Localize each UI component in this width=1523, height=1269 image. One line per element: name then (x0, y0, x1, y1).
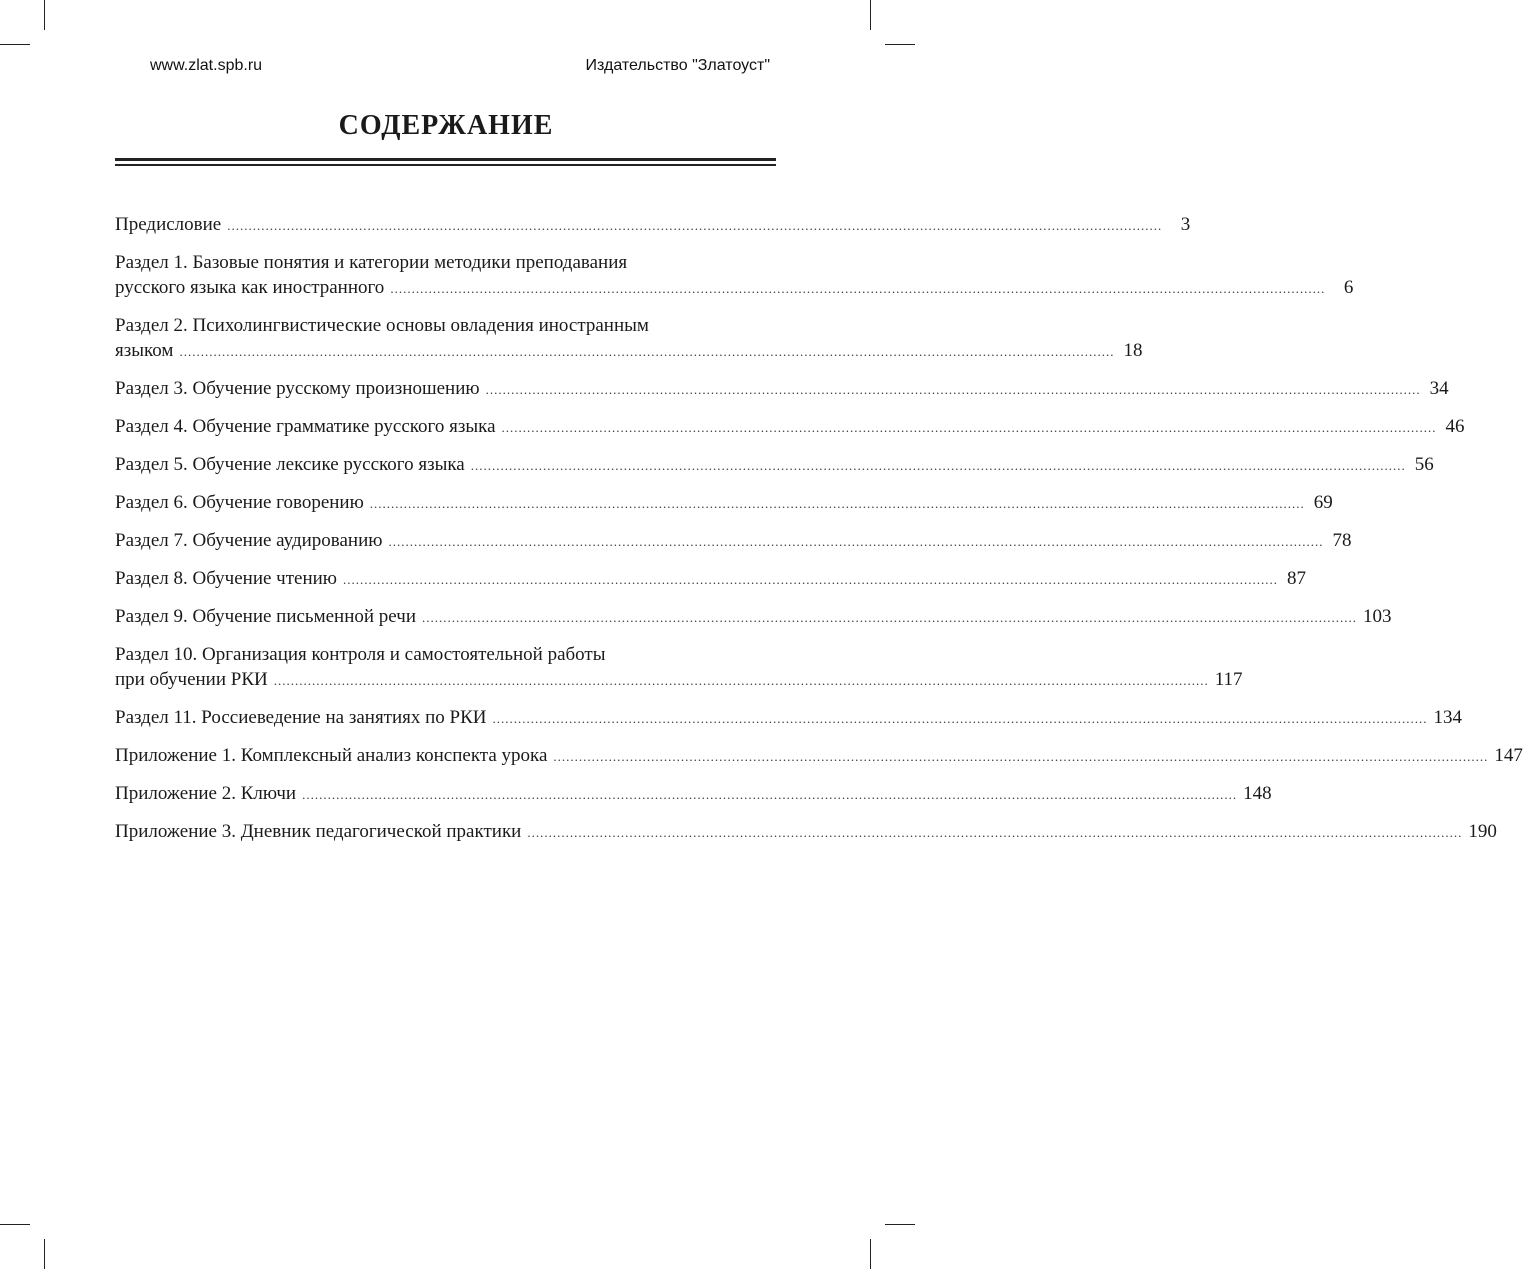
toc-entry-row (115, 743, 1523, 769)
toc-entry (115, 212, 1191, 238)
toc-entry-title-line: Раздел 1. Базовые понятия и категории методики преподавания (115, 252, 628, 273)
toc-entry-row (115, 414, 1465, 440)
toc-page-number: 117 (1214, 669, 1243, 690)
toc-page-number: 190 (1468, 821, 1497, 842)
toc-page-number: 18 (1123, 340, 1143, 361)
toc-page-number: 78 (1332, 530, 1352, 551)
dot-leader: ............................................................................................................................................................................................................................ (302, 787, 1238, 802)
toc-entry-row (115, 781, 1272, 807)
crop-mark-bottom-left-horizontal (0, 1224, 30, 1225)
toc-entry-row (115, 667, 1243, 693)
toc-entry-title-line: Раздел 4. Обучение грамматике русского языка (115, 416, 496, 437)
crop-mark-top-left-horizontal (0, 44, 30, 45)
toc-entry-title-line: при обучении РКИ (115, 669, 268, 690)
toc-entry (115, 642, 1243, 693)
toc-entry-row (115, 528, 1352, 554)
running-header (150, 57, 770, 77)
crop-mark-bottom-left-vertical (44, 1239, 45, 1269)
toc-entry-title-line: Раздел 9. Обучение письменной речи (115, 606, 416, 627)
toc-entry (115, 376, 1449, 402)
toc-entry-title-line: Раздел 7. Обучение аудированию (115, 530, 383, 551)
toc-page-number: 34 (1429, 378, 1449, 399)
toc-entry (115, 604, 1392, 630)
dot-leader: ............................................................................................................................................................................................................................ (388, 534, 1324, 549)
toc-entry-row (115, 604, 1392, 630)
toc-entry-title-line: Раздел 8. Обучение чтению (115, 568, 337, 589)
toc-entry-title-line: Раздел 5. Обучение лексике русского языка (115, 454, 465, 475)
toc-entry (115, 490, 1333, 516)
toc-entry-row (115, 212, 1191, 238)
dot-leader: ............................................................................................................................................................................................................................ (422, 610, 1357, 625)
page-title: СОДЕРЖАНИЕ (338, 110, 554, 141)
toc-entry-title-line: Приложение 3. Дневник педагогической практики (115, 821, 522, 842)
toc-entry (115, 528, 1352, 554)
toc-entry-title-line: Раздел 10. Организация контроля и самостоятельной работы (115, 644, 606, 665)
dot-leader: ............................................................................................................................................................................................................................ (527, 825, 1463, 840)
toc-entry-title-line: Раздел 6. Обучение говорению (115, 492, 364, 513)
toc-page-number: 103 (1363, 606, 1392, 627)
toc-entry (115, 566, 1306, 592)
toc-entry-row (115, 376, 1449, 402)
toc-page-number: 56 (1414, 454, 1434, 475)
toc-entry-title-line: Приложение 2. Ключи (115, 783, 297, 804)
toc-entry-title-line: Раздел 3. Обучение русскому произношению (115, 378, 480, 399)
toc-page-number: 134 (1433, 707, 1463, 728)
toc-entry-title-line: языком (115, 340, 174, 361)
toc-entry-title-line: Приложение 1. Комплексный анализ конспекта урока (115, 745, 548, 766)
toc-entry (115, 705, 1463, 731)
toc-page-number: 148 (1243, 783, 1272, 804)
toc-entry (115, 414, 1465, 440)
crop-mark-top-right-horizontal (885, 44, 915, 45)
dot-leader: ............................................................................................................................................................................................................................ (179, 344, 1115, 359)
toc-entry-row (115, 705, 1463, 731)
toc-page-number: 147 (1494, 745, 1523, 766)
crop-mark-top-left-vertical (44, 0, 45, 30)
toc-page-number: 6 (1343, 277, 1354, 298)
dot-leader: ............................................................................................................................................................................................................................ (343, 572, 1278, 587)
dot-leader: ............................................................................................................................................................................................................................ (492, 711, 1428, 726)
toc-entry-title-line: Предисловие (115, 214, 222, 235)
table-of-contents (115, 212, 1523, 857)
toc-page-number: 87 (1287, 568, 1306, 589)
crop-mark-bottom-right-horizontal (885, 1224, 915, 1225)
crop-mark-top-right-vertical (870, 0, 871, 30)
dot-leader: ............................................................................................................................................................................................................................ (227, 218, 1163, 233)
publisher-name: Издательство "Златоуст" (585, 57, 770, 74)
dot-leader: ............................................................................................................................................................................................................................ (553, 749, 1489, 764)
title-rule-thick (115, 158, 776, 161)
toc-entry (115, 250, 1354, 301)
toc-page-number: 69 (1313, 492, 1333, 513)
toc-entry-row (115, 338, 1143, 364)
toc-entry-row (115, 452, 1434, 478)
toc-page-number: 3 (1180, 214, 1191, 235)
toc-entry-title-line: русского языка как иностранного (115, 277, 385, 298)
toc-page-number: 46 (1445, 416, 1465, 437)
toc-entry (115, 819, 1497, 845)
crop-mark-bottom-right-vertical (870, 1239, 871, 1269)
dot-leader: ............................................................................................................................................................................................................................ (485, 382, 1421, 397)
toc-entry-row (115, 819, 1497, 845)
dot-leader: ............................................................................................................................................................................................................................ (501, 420, 1437, 435)
title-rule-thin (115, 164, 776, 166)
toc-entry-row (115, 566, 1306, 592)
toc-entry-row (115, 275, 1354, 301)
toc-entry-title-line: Раздел 11. Россиеведение на занятиях по РКИ (115, 707, 487, 728)
dot-leader: ............................................................................................................................................................................................................................ (390, 281, 1326, 296)
toc-entry-row (115, 490, 1333, 516)
dot-leader: ............................................................................................................................................................................................................................ (470, 458, 1406, 473)
toc-entry (115, 313, 1143, 364)
website-url: www.zlat.spb.ru (150, 57, 263, 74)
toc-entry (115, 781, 1272, 807)
dot-leader: ............................................................................................................................................................................................................................ (273, 673, 1209, 688)
toc-entry-title-line: Раздел 2. Психолингвистические основы овладения иностранным (115, 315, 649, 336)
toc-entry (115, 452, 1434, 478)
toc-entry (115, 743, 1523, 769)
dot-leader: ............................................................................................................................................................................................................................ (369, 496, 1305, 511)
